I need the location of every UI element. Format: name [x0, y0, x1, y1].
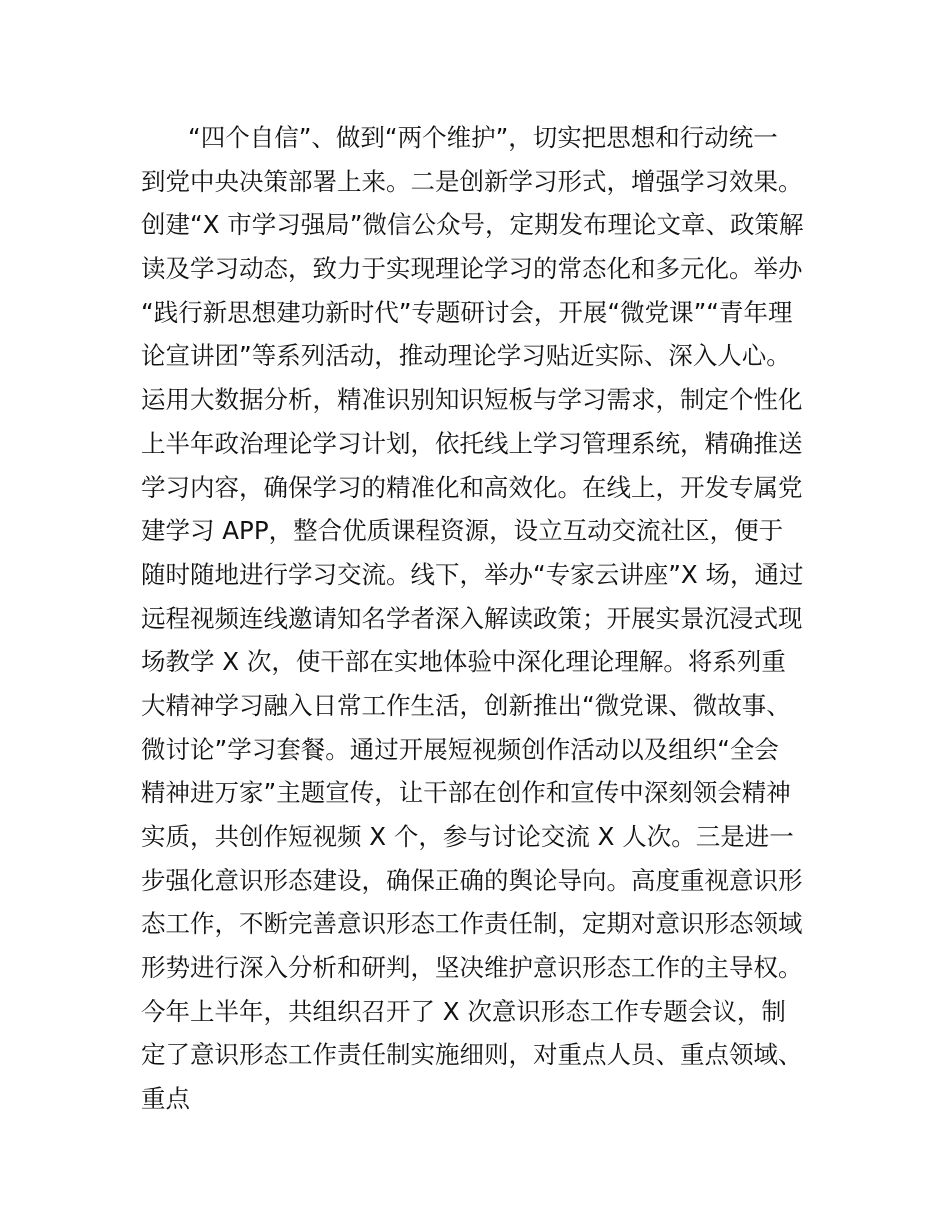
text-line-12: 远程视频连线邀请知名学者深入解读政策；开展实景沉浸式现 [141, 603, 803, 633]
text-line-23: 重点 [141, 1084, 190, 1114]
text-line-10: 建学习 APP，整合优质课程资源，设立互动交流社区，便于 [141, 516, 784, 546]
text-line-3: 创建“X 市学习强局”微信公众号，定期发布理论文章、政策解 [141, 210, 804, 240]
text-line-6: 论宣讲团”等系列活动，推动理论学习贴近实际、深入人心。 [141, 341, 791, 371]
text-line-17: 实质，共创作短视频 X 个，参与讨论交流 X 人次。三是进一 [141, 822, 794, 851]
text-line-2: 到党中央决策部署上来。二是创新学习形式，增强学习效果。 [141, 166, 803, 196]
text-line-20: 形势进行深入分析和研判，坚决维护意识形态工作的主导权。 [141, 953, 803, 983]
text-line-8: 上半年政治理论学习计划，依托线上学习管理系统，精确推送 [141, 428, 803, 458]
text-line-18: 步强化意识形态建设，确保正确的舆论导向。高度重视意识形 [141, 865, 803, 895]
text-line-22: 定了意识形态工作责任制实施细则，对重点人员、重点领域、 [141, 1040, 803, 1070]
text-line-4: 读及学习动态，致力于实现理论学习的常态化和多元化。举办 [141, 254, 803, 284]
text-line-14: 大精神学习融入日常工作生活，创新推出“微党课、微故事、 [141, 690, 791, 720]
text-line-21: 今年上半年，共组织召开了 X 次意识形态工作专题会议，制 [141, 996, 786, 1026]
text-line-16: 精神进万家”主题宣传，让干部在创作和宣传中深刻领会精神 [141, 778, 791, 808]
text-line-1: “四个自信”、做到“两个维护”，切实把思想和行动统一 [188, 123, 778, 152]
text-line-5: “践行新思想建功新时代”专题研讨会，开展“微党课”“青年理 [141, 297, 793, 327]
text-line-11: 随时随地进行学习交流。线下，举办“专家云讲座”X 场，通过 [141, 559, 804, 589]
text-line-13: 场教学 X 次，使干部在实地体验中深化理论理解。将系列重 [141, 647, 786, 677]
body-text [141, 116, 821, 1121]
text-line-15: 微讨论”学习套餐。通过开展短视频创作活动以及组织“全会 [141, 734, 779, 764]
text-line-19: 态工作，不断完善意识形态工作责任制，定期对意识形态领域 [141, 909, 803, 939]
text-line-9: 学习内容，确保学习的精准化和高效化。在线上，开发专属党 [141, 472, 803, 502]
text-line-7: 运用大数据分析，精准识别知识短板与学习需求，制定个性化 [141, 385, 803, 415]
